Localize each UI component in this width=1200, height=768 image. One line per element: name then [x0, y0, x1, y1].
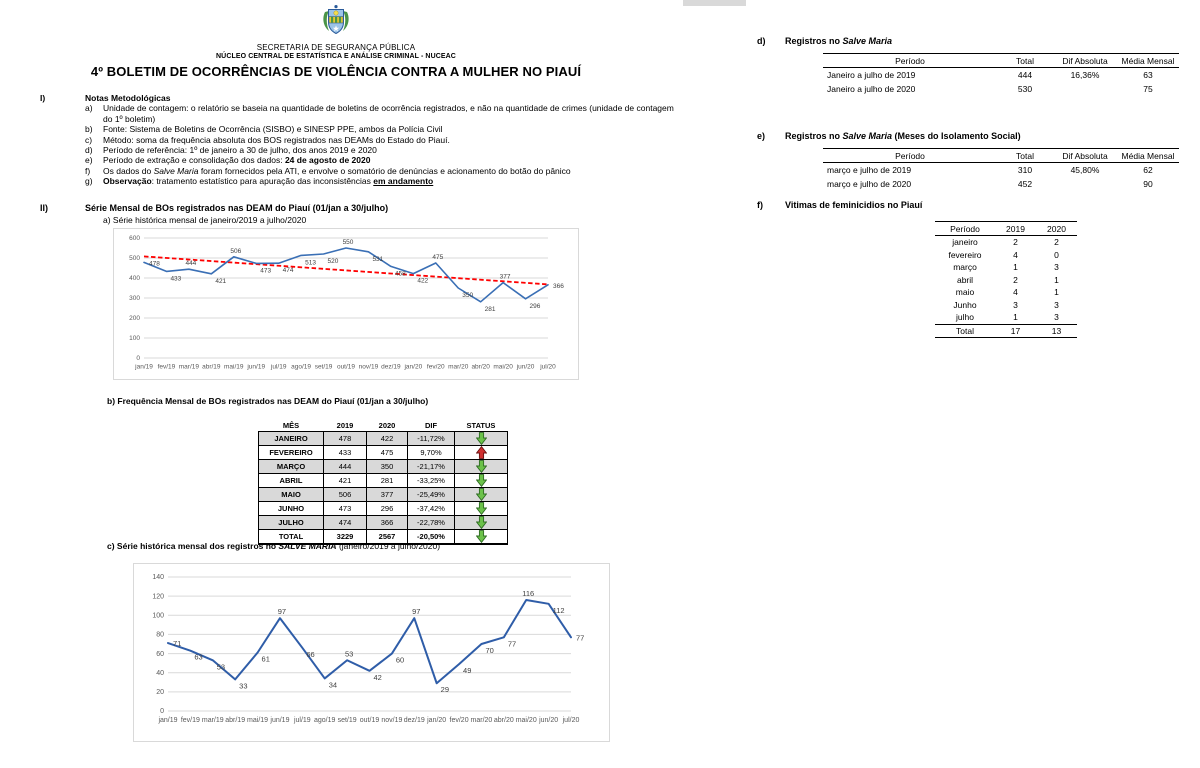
org-name-line1: SECRETARIA DE SEGURANÇA PÚBLICA — [256, 43, 416, 52]
table-cell: 1 — [1054, 287, 1059, 298]
svg-text:jun/20: jun/20 — [516, 363, 535, 371]
svg-text:jul/20: jul/20 — [562, 717, 580, 724]
table-cell: março e julho de 2020 — [827, 179, 912, 189]
table-cell: -25,49% — [408, 488, 455, 502]
line-chart-svg — [114, 229, 578, 379]
svg-text:mar/20: mar/20 — [470, 717, 493, 724]
table-cell: 281 — [367, 474, 408, 488]
table-cell: MARÇO — [259, 460, 324, 474]
table-row — [259, 488, 508, 502]
table-row — [823, 68, 1179, 83]
note-letter: d) — [85, 145, 93, 156]
table-cell: 444 — [324, 460, 367, 474]
svg-text:120: 120 — [152, 593, 164, 601]
column-header: Média Mensal — [1117, 54, 1179, 68]
table-cell: maio — [955, 287, 975, 298]
svg-text:550: 550 — [342, 239, 354, 246]
svg-text:jun/20: jun/20 — [539, 717, 559, 724]
table-cell: 3 — [1013, 299, 1018, 310]
section-e-title: Registros no Salve Maria (Meses do Isolamento Social) — [785, 131, 1021, 141]
svg-text:422: 422 — [417, 277, 429, 285]
svg-text:116: 116 — [522, 588, 535, 598]
table-cell: 3229 — [324, 530, 367, 545]
table-cell: 377 — [367, 488, 408, 502]
feminicide-victims-table — [935, 221, 1077, 338]
section-letter: d) — [757, 36, 766, 46]
svg-text:mar/19: mar/19 — [201, 717, 224, 724]
svg-text:fev/20: fev/20 — [426, 363, 445, 371]
note-item-g — [85, 176, 685, 186]
note-item-f — [85, 166, 685, 176]
note-item-c — [85, 135, 685, 145]
note-letter: f) — [85, 165, 91, 176]
table-cell: março — [953, 262, 977, 273]
svg-text:97: 97 — [412, 607, 421, 617]
bo-monthly-line-chart — [113, 228, 579, 380]
section-f-heading — [757, 200, 922, 210]
svg-text:444: 444 — [185, 260, 197, 268]
svg-text:478: 478 — [149, 260, 160, 268]
section-number: I) — [40, 93, 46, 103]
svg-text:200: 200 — [129, 315, 140, 323]
note-text: Período de referência: 1º de janeiro a 30 de julho, dos anos 2019 e 2020 — [103, 145, 377, 156]
svg-text:set/19: set/19 — [337, 717, 357, 724]
section-f-title: Vitimas de feminicidios no Piauí — [785, 200, 923, 210]
svg-text:300: 300 — [129, 295, 140, 303]
table-cell: 452 — [1017, 179, 1033, 189]
table-cell: JULHO — [259, 516, 324, 530]
document-title: 4º BOLETIM DE OCORRÊNCIAS DE VIOLÊNCIA CONTRA A MULHER NO PIAUÍ — [90, 64, 582, 79]
notes-title: Notas Metodológicas — [85, 93, 171, 103]
section-d-title: Registros no Salve Maria — [785, 36, 893, 46]
svg-text:0: 0 — [160, 708, 164, 716]
table-cell — [455, 516, 508, 530]
svg-text:jun/19: jun/19 — [270, 717, 290, 724]
note-letter: c) — [85, 134, 93, 145]
table-cell: 474 — [324, 516, 367, 530]
table-cell: 422 — [367, 432, 408, 446]
note-letter: e) — [85, 155, 93, 166]
note-item-b — [85, 124, 685, 134]
svg-text:ago/19: ago/19 — [291, 363, 312, 371]
table-row — [935, 286, 1077, 299]
svg-text:jul/19: jul/19 — [293, 717, 311, 724]
table-row — [259, 516, 508, 530]
svg-text:out/19: out/19 — [359, 717, 380, 724]
svg-text:377: 377 — [499, 273, 511, 281]
arrow-down-icon — [476, 460, 487, 473]
table-cell: 4 — [1013, 249, 1018, 260]
document-header — [0, 4, 672, 79]
svg-text:abr/19: abr/19 — [202, 363, 221, 371]
svg-text:49: 49 — [463, 666, 472, 676]
table-cell: -21,17% — [408, 460, 455, 474]
svg-text:506: 506 — [230, 247, 242, 255]
table-row — [935, 324, 1077, 338]
table-cell — [455, 460, 508, 474]
table-cell — [455, 432, 508, 446]
column-header: Total — [997, 54, 1053, 68]
methodological-notes-section — [40, 93, 685, 187]
svg-text:nov/19: nov/19 — [358, 363, 379, 371]
svg-text:mai/19: mai/19 — [224, 363, 244, 371]
svg-text:97: 97 — [277, 607, 287, 617]
table-cell: 3 — [1054, 299, 1059, 310]
svg-text:jul/20: jul/20 — [540, 363, 556, 371]
svg-text:100: 100 — [129, 335, 140, 343]
section-e-heading — [757, 131, 1021, 141]
svg-text:33: 33 — [239, 681, 248, 691]
table-cell: 1 — [1013, 312, 1018, 323]
svg-text:jul/19: jul/19 — [270, 363, 287, 371]
svg-text:fev/19: fev/19 — [157, 363, 176, 371]
svg-text:53: 53 — [216, 662, 226, 672]
table-cell: -22,78% — [408, 516, 455, 530]
table-cell: 433 — [324, 446, 367, 460]
column-header: 2020 — [1036, 222, 1077, 236]
svg-text:fev/19: fev/19 — [180, 717, 200, 724]
table-cell: 17 — [995, 324, 1036, 338]
table-cell: 13 — [1036, 324, 1077, 338]
column-header: 2020 — [367, 419, 408, 432]
salve-maria-line-chart — [133, 563, 610, 742]
svg-text:500: 500 — [129, 255, 140, 263]
series-section — [40, 203, 685, 226]
svg-text:366: 366 — [553, 282, 564, 290]
svg-text:abr/20: abr/20 — [493, 717, 514, 724]
svg-text:421: 421 — [215, 277, 227, 285]
table-cell: 2567 — [367, 530, 408, 545]
svg-text:60: 60 — [156, 650, 164, 658]
note-text: Fonte: Sistema de Boletins de Ocorrência (SISBO) e SINESP PPE, ambos da Polícia Civil — [103, 124, 443, 135]
arrow-up-icon — [476, 446, 487, 459]
table-cell: -37,42% — [408, 502, 455, 516]
svg-text:jun/19: jun/19 — [247, 363, 266, 371]
table-cell: JANEIRO — [259, 432, 324, 446]
arrow-down-icon — [476, 432, 487, 445]
svg-text:nov/19: nov/19 — [381, 717, 403, 724]
table-cell: 473 — [324, 502, 367, 516]
table-cell: 478 — [324, 432, 367, 446]
note-text: Observação: tratamento estatístico para apuração das inconsistências em andamento — [103, 176, 434, 187]
table-cell: 1 — [1054, 274, 1059, 285]
series-title: Série Mensal de BOs registrados nas DEAM do Piauí (01/jan a 30/julho) — [85, 203, 389, 213]
arrow-down-icon — [476, 530, 487, 543]
table-row — [259, 502, 508, 516]
table-cell: 350 — [367, 460, 408, 474]
table-cell: Janeiro a julho de 2019 — [827, 70, 916, 80]
note-text: Período de extração e consolidação dos dados: 24 de agosto de 2020 — [103, 155, 371, 166]
table-row — [935, 261, 1077, 274]
svg-text:112: 112 — [552, 605, 565, 615]
svg-text:29: 29 — [440, 685, 450, 695]
section-letter: f) — [757, 200, 763, 210]
table-row — [935, 299, 1077, 312]
page-gap-strip — [683, 0, 746, 6]
org-name-line2: NÚCLEO CENTRAL DE ESTATÍSTICA E ANÁLISE CRIMINAL - NUCEAC — [216, 53, 456, 60]
svg-text:77: 77 — [507, 639, 517, 649]
table-row — [259, 432, 508, 446]
monthly-frequency-table — [258, 419, 508, 545]
arrow-down-icon — [476, 502, 487, 515]
svg-text:513: 513 — [305, 259, 316, 267]
subsection-c-label: c) Série histórica mensal dos registros no SALVE MARIA (janeiro/2019 a julho/2020) — [107, 541, 441, 551]
column-header: DIF — [408, 419, 455, 432]
column-header: STATUS — [455, 419, 508, 432]
table-cell: 16,36% — [1070, 70, 1100, 80]
svg-text:474: 474 — [282, 267, 294, 275]
note-item-d — [85, 145, 685, 155]
line-chart-svg — [134, 564, 609, 741]
table-cell: março e julho de 2019 — [827, 165, 912, 175]
table-cell — [455, 530, 508, 545]
table-cell: 75 — [1143, 84, 1153, 94]
table-cell: 366 — [367, 516, 408, 530]
svg-text:mai/20: mai/20 — [515, 717, 537, 724]
piaui-coat-of-arms-icon — [321, 23, 351, 40]
table-cell: julho — [956, 312, 974, 323]
table-cell — [455, 446, 508, 460]
table-cell: 506 — [324, 488, 367, 502]
table-cell: 3 — [1054, 262, 1059, 273]
table-cell: janeiro — [952, 237, 978, 248]
svg-text:jan/20: jan/20 — [404, 363, 423, 371]
table-cell: 1 — [1013, 262, 1018, 273]
svg-text:70: 70 — [485, 646, 494, 655]
table-cell: 310 — [1017, 165, 1033, 175]
svg-text:80: 80 — [156, 631, 164, 639]
table-row — [935, 236, 1077, 249]
table-cell: 9,70% — [408, 446, 455, 460]
table-cell: 475 — [367, 446, 408, 460]
svg-text:mar/19: mar/19 — [178, 363, 200, 371]
svg-text:jan/19: jan/19 — [158, 717, 178, 724]
svg-text:jan/19: jan/19 — [135, 363, 153, 371]
table-cell — [1053, 82, 1117, 96]
note-letter: g) — [85, 176, 93, 187]
table-row — [259, 446, 508, 460]
salve-maria-isolation-table — [823, 148, 1179, 191]
table-cell: 530 — [1017, 84, 1033, 94]
table-cell: 2 — [1013, 237, 1018, 248]
column-header: Período — [823, 149, 997, 163]
table-cell: Janeiro a julho de 2020 — [827, 84, 916, 94]
arrow-down-icon — [476, 488, 487, 501]
table-cell: 45,80% — [1070, 165, 1100, 175]
table-cell — [455, 474, 508, 488]
table-cell: fevereiro — [948, 249, 982, 260]
table-cell: 2 — [1054, 237, 1059, 248]
svg-text:66: 66 — [306, 649, 315, 659]
table-cell: 62 — [1143, 165, 1153, 175]
column-header: Dif Absoluta — [1053, 149, 1117, 163]
note-text: Método: soma da frequência absoluta dos BOS registrados nas DEAMs do Estado do Piauí. — [103, 134, 450, 145]
svg-text:40: 40 — [156, 669, 164, 677]
table-cell: 2 — [1013, 274, 1018, 285]
table-cell: 0 — [1054, 249, 1059, 260]
svg-text:0: 0 — [136, 355, 140, 363]
table-row — [823, 163, 1179, 178]
svg-text:531: 531 — [372, 255, 384, 263]
column-header: MÊS — [259, 419, 324, 432]
svg-text:fev/20: fev/20 — [449, 717, 469, 724]
svg-text:ago/19: ago/19 — [314, 717, 336, 724]
note-letter: a) — [85, 103, 93, 114]
svg-text:77: 77 — [576, 633, 585, 643]
svg-text:475: 475 — [432, 254, 444, 261]
svg-text:61: 61 — [261, 654, 270, 664]
table-row — [259, 460, 508, 474]
column-header: 2019 — [995, 222, 1036, 236]
table-row — [259, 474, 508, 488]
table-cell: ABRIL — [259, 474, 324, 488]
table-row — [823, 177, 1179, 191]
table-cell: -11,72% — [408, 432, 455, 446]
table-cell: JUNHO — [259, 502, 324, 516]
table-row — [935, 249, 1077, 262]
note-item-a — [85, 103, 685, 124]
svg-text:433: 433 — [170, 275, 182, 283]
svg-text:600: 600 — [129, 235, 140, 243]
series-heading — [40, 203, 685, 214]
column-header: Média Mensal — [1117, 149, 1179, 163]
table-cell: 296 — [367, 502, 408, 516]
svg-text:mai/19: mai/19 — [247, 717, 269, 724]
subsection-a-label: a) Série histórica mensal de janeiro/2019 a julho/2020 — [103, 215, 307, 225]
svg-text:dez/19: dez/19 — [381, 363, 401, 371]
data-series-line — [144, 248, 548, 302]
svg-text:100: 100 — [152, 612, 164, 620]
table-cell: FEVEREIRO — [259, 446, 324, 460]
note-text: Unidade de contagem: o relatório se baseia na quantidade de boletins de ocorrência registrados, e não na quantidade de crimes (unidade de contagem do 1º boletim) — [103, 103, 674, 124]
table-cell — [1053, 177, 1117, 191]
svg-text:281: 281 — [484, 305, 496, 313]
table-cell: -33,25% — [408, 474, 455, 488]
section-d-heading — [757, 36, 892, 46]
table-cell: 421 — [324, 474, 367, 488]
table-row — [823, 82, 1179, 96]
svg-text:71: 71 — [173, 639, 182, 649]
svg-text:140: 140 — [152, 574, 164, 582]
table-cell: MAIO — [259, 488, 324, 502]
svg-text:53: 53 — [344, 649, 354, 659]
table-cell: 444 — [1017, 70, 1033, 80]
svg-text:520: 520 — [327, 258, 339, 265]
table-cell: -20,50% — [408, 530, 455, 545]
note-letter: b) — [85, 124, 93, 135]
table-cell: 3 — [1054, 312, 1059, 323]
table-cell: abril — [956, 274, 974, 285]
table-cell: 90 — [1143, 179, 1153, 189]
column-header: Período — [935, 222, 995, 236]
salve-maria-period-table — [823, 53, 1179, 96]
table-cell — [455, 502, 508, 516]
column-header: Período — [823, 54, 997, 68]
svg-text:34: 34 — [328, 680, 338, 690]
svg-text:400: 400 — [129, 275, 140, 283]
notes-heading — [40, 93, 685, 103]
table-row — [935, 311, 1077, 324]
svg-text:dez/19: dez/19 — [403, 717, 425, 724]
section-letter: e) — [757, 131, 766, 141]
column-header: Total — [997, 149, 1053, 163]
section-number: II) — [40, 203, 48, 213]
table-cell: Junho — [953, 299, 977, 310]
column-header: 2019 — [324, 419, 367, 432]
svg-text:458: 458 — [394, 270, 406, 278]
svg-text:mar/20: mar/20 — [448, 363, 469, 371]
svg-text:296: 296 — [529, 302, 541, 310]
svg-text:473: 473 — [260, 267, 272, 275]
table-cell — [455, 488, 508, 502]
svg-text:set/19: set/19 — [314, 363, 333, 371]
note-text: Os dados do Salve Maria foram fornecidos pela ATI, e envolve o somatório de denúncias e acionamento do botão do pânico — [103, 165, 571, 176]
svg-text:jan/20: jan/20 — [427, 717, 447, 724]
svg-text:mai/20: mai/20 — [493, 363, 513, 371]
svg-text:42: 42 — [373, 672, 382, 682]
svg-text:abr/19: abr/19 — [225, 717, 246, 724]
arrow-down-icon — [476, 474, 487, 487]
table-cell: Total — [935, 324, 995, 338]
table-row — [935, 274, 1077, 287]
svg-text:60: 60 — [395, 655, 405, 665]
table-cell: TOTAL — [259, 530, 324, 545]
svg-text:63: 63 — [194, 652, 203, 662]
table-cell: 4 — [1013, 287, 1018, 298]
table-cell: 63 — [1143, 70, 1153, 80]
column-header: Dif Absoluta — [1053, 54, 1117, 68]
svg-text:abr/20: abr/20 — [471, 363, 490, 371]
subsection-b-label: b) Frequência Mensal de BOs registrados nas DEAM do Piauí (01/jan a 30/julho) — [107, 396, 429, 406]
arrow-down-icon — [476, 516, 487, 529]
svg-text:20: 20 — [156, 689, 164, 697]
note-item-e — [85, 155, 685, 165]
svg-text:out/19: out/19 — [336, 363, 356, 371]
svg-text:350: 350 — [462, 292, 474, 299]
